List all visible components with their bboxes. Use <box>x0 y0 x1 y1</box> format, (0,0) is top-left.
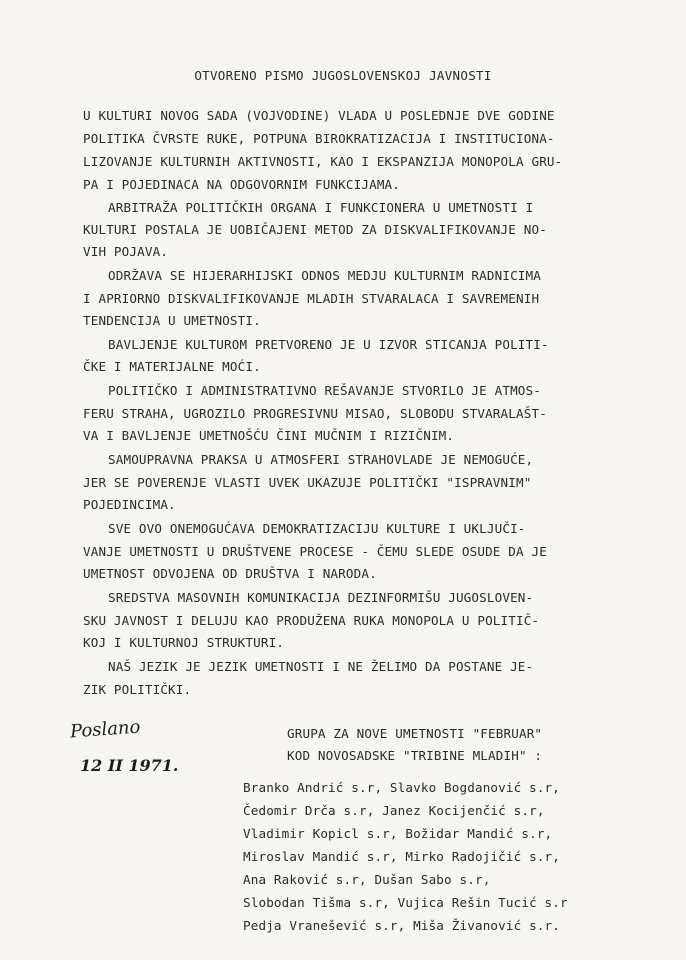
signatory-line: Ana Raković s.r, Dušan Sabo s.r, <box>243 872 491 887</box>
body-line: VANJE UMETNOSTI U DRUŠTVENE PROCESE - ČEMU SLEDE OSUDE DA JE <box>83 544 547 559</box>
signatory-line: Čedomir Drča s.r, Janez Kocijenčić s.r, <box>243 803 545 818</box>
body-line: KOJ I KULTURNOJ STRUKTURI. <box>83 635 285 650</box>
group-header-line: GRUPA ZA NOVE UMETNOSTI "FEBRUAR" <box>287 726 543 741</box>
body-line: SKU JAVNOST I DELUJU KAO PRODUŽENA RUKA MONOPOLA U POLITIČ- <box>83 613 540 628</box>
body-line: KULTURI POSTALA JE UOBIČAJENI METOD ZA DISKVALIFIKOVANJE NO- <box>83 222 547 237</box>
body-line: U KULTURI NOVOG SADA (VOJVODINE) VLADA U POSLEDNJE DVE GODINE <box>83 108 555 123</box>
body-line: TENDENCIJA U UMETNOSTI. <box>83 313 261 328</box>
body-line: VIH POJAVA. <box>83 244 169 259</box>
body-line: NAŠ JEZIK JE JEZIK UMETNOSTI I NE ŽELIMO DA POSTANE JE- <box>108 659 534 674</box>
body-line: POLITIČKO I ADMINISTRATIVNO REŠAVANJE STVORILO JE ATMOS- <box>108 383 541 398</box>
body-line: ODRŽAVA SE HIJERARHIJSKI ODNOS MEDJU KULTURNIM RADNICIMA <box>108 268 541 283</box>
body-line: JER SE POVERENJE VLASTI UVEK UKAZUJE POLITIČKI "ISPRAVNIM" <box>83 475 532 490</box>
body-line: UMETNOST ODVOJENA OD DRUŠTVA I NARODA. <box>83 566 377 581</box>
signatory-line: Vladimir Kopicl s.r, Božidar Mandić s.r, <box>243 826 553 841</box>
body-line: POLITIKA ČVRSTE RUKE, POTPUNA BIROKRATIZACIJA I INSTITUCIONA- <box>83 131 555 146</box>
body-line: I APRIORNO DISKVALIFIKOVANJE MLADIH STVARALACA I SAVREMENIH <box>83 291 540 306</box>
body-line: ARBITRAŽA POLITIČKIH ORGANA I FUNKCIONERA U UMETNOSTI I <box>108 200 534 215</box>
body-line: ZIK POLITIČKI. <box>83 682 192 697</box>
group-header-line: KOD NOVOSADSKE "TRIBINE MLADIH" : <box>287 748 543 763</box>
body-line: POJEDINCIMA. <box>83 497 176 512</box>
body-line: SREDSTVA MASOVNIH KOMUNIKACIJA DEZINFORMIŠU JUGOSLOVEN- <box>108 590 534 605</box>
signatory-line: Miroslav Mandić s.r, Mirko Radojičić s.r, <box>243 849 561 864</box>
body-line: ČKE I MATERIJALNE MOĆI. <box>83 359 261 374</box>
body-line: BAVLJENJE KULTUROM PRETVORENO JE U IZVOR STICANJA POLITI- <box>108 337 549 352</box>
signatory-line: Branko Andrić s.r, Slavko Bogdanović s.r, <box>243 780 561 795</box>
body-line: LIZOVANJE KULTURNIH AKTIVNOSTI, KAO I EKSPANZIJA MONOPOLA GRU- <box>83 154 563 169</box>
handwritten-note: Poslano <box>69 716 142 743</box>
signatory-line: Pedja Vranešević s.r, Miša Živanović s.r. <box>243 918 561 933</box>
body-line: VA I BAVLJENJE UMETNOŠĆU ČINI MUČNIM I RIZIČNIM. <box>83 428 455 443</box>
body-line: SAMOUPRAVNA PRAKSA U ATMOSFERI STRAHOVLADE JE NEMOGUĆE, <box>108 452 534 467</box>
handwritten-date: 12 II 1971. <box>80 756 179 775</box>
body-line: PA I POJEDINACA NA ODGOVORNIM FUNKCIJAMA. <box>83 177 401 192</box>
body-line: FERU STRAHA, UGROZILO PROGRESIVNU MISAO, SLOBODU STVARALAŠT- <box>83 406 547 421</box>
body-line: SVE OVO ONEMOGUĆAVA DEMOKRATIZACIJU KULTURE I UKLJUČI- <box>108 521 526 536</box>
signatory-line: Slobodan Tišma s.r, Vujica Rešin Tucić s.r <box>243 895 568 910</box>
letter-title: OTVORENO PISMO JUGOSLOVENSKOJ JAVNOSTI <box>194 68 492 83</box>
